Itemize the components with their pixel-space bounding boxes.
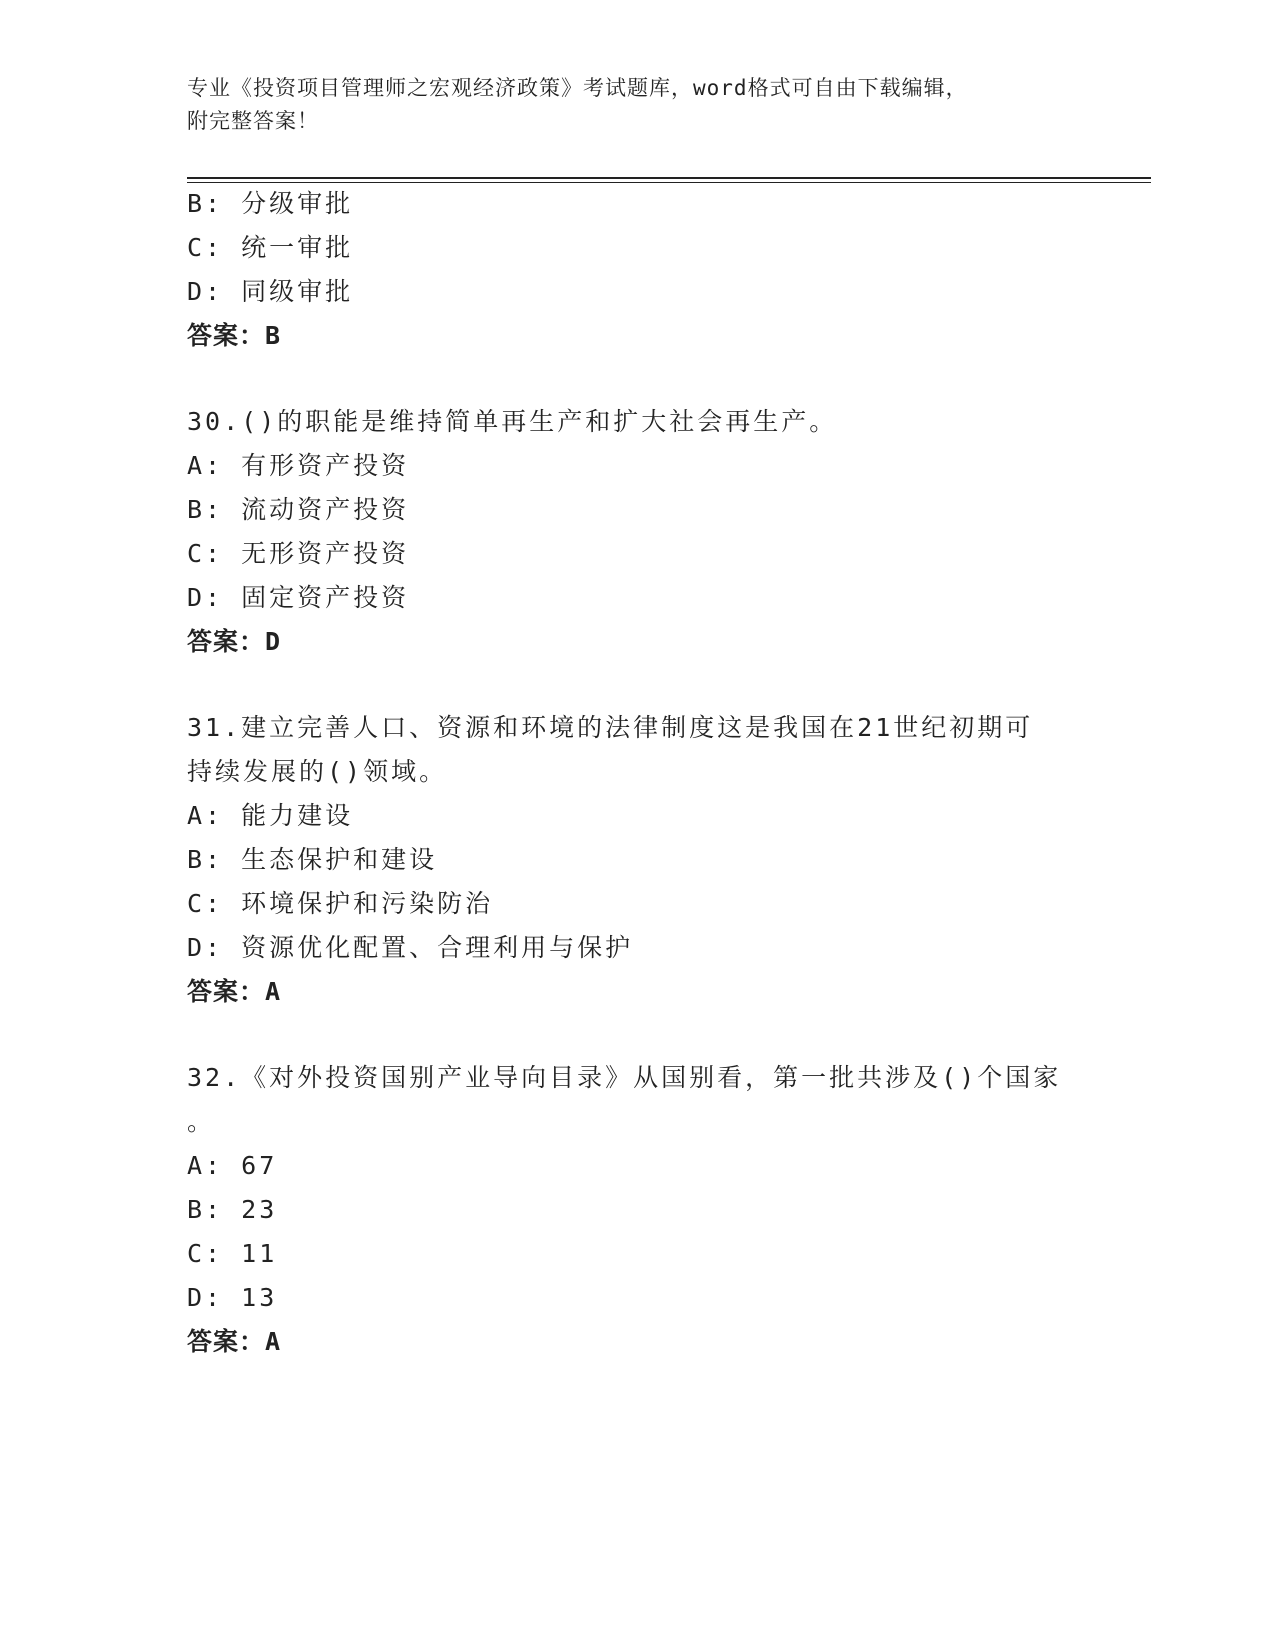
q31-stem-line-2: 持续发展的()领域。: [187, 757, 448, 786]
q32-option-c: C: 11: [187, 1239, 278, 1268]
q31-option-a: A: 能力建设: [187, 801, 354, 830]
header-divider-thin: [187, 182, 1151, 183]
q30-stem: 30.()的职能是维持简单再生产和扩大社会再生产。: [187, 407, 838, 436]
q31-answer: 答案：A: [187, 977, 282, 1006]
q31-stem-line-1: 31.建立完善人口、资源和环境的法律制度这是我国在21世纪初期可: [187, 713, 1034, 742]
header-line-2: 附完整答案！: [187, 109, 319, 133]
prev-option-c: C: 统一审批: [187, 233, 354, 262]
q30-option-c: C: 无形资产投资: [187, 539, 410, 568]
q32-stem-line-1: 32.《对外投资国别产业导向目录》从国别看，第一批共涉及()个国家: [187, 1063, 1062, 1092]
q30-option-a: A: 有形资产投资: [187, 451, 410, 480]
q30-option-b: B: 流动资产投资: [187, 495, 410, 524]
header-line-1: 专业《投资项目管理师之宏观经济政策》考试题库，word格式可自由下载编辑，: [187, 76, 968, 100]
q30-answer: 答案：D: [187, 627, 282, 656]
q32-answer: 答案：A: [187, 1327, 282, 1356]
prev-answer: 答案：B: [187, 321, 282, 350]
q31-option-c: C: 环境保护和污染防治: [187, 889, 494, 918]
prev-option-d: D: 同级审批: [187, 277, 354, 306]
q32-stem-line-2: 。: [187, 1107, 216, 1136]
prev-option-b: B: 分级审批: [187, 189, 354, 218]
q32-option-d: D: 13: [187, 1283, 278, 1312]
q32-option-a: A: 67: [187, 1151, 278, 1180]
document-header: [187, 72, 1087, 138]
header-divider-thick: [187, 177, 1151, 179]
q30-option-d: D: 固定资产投资: [187, 583, 410, 612]
q31-option-d: D: 资源优化配置、合理利用与保护: [187, 933, 634, 962]
q32-option-b: B: 23: [187, 1195, 278, 1224]
q31-option-b: B: 生态保护和建设: [187, 845, 438, 874]
